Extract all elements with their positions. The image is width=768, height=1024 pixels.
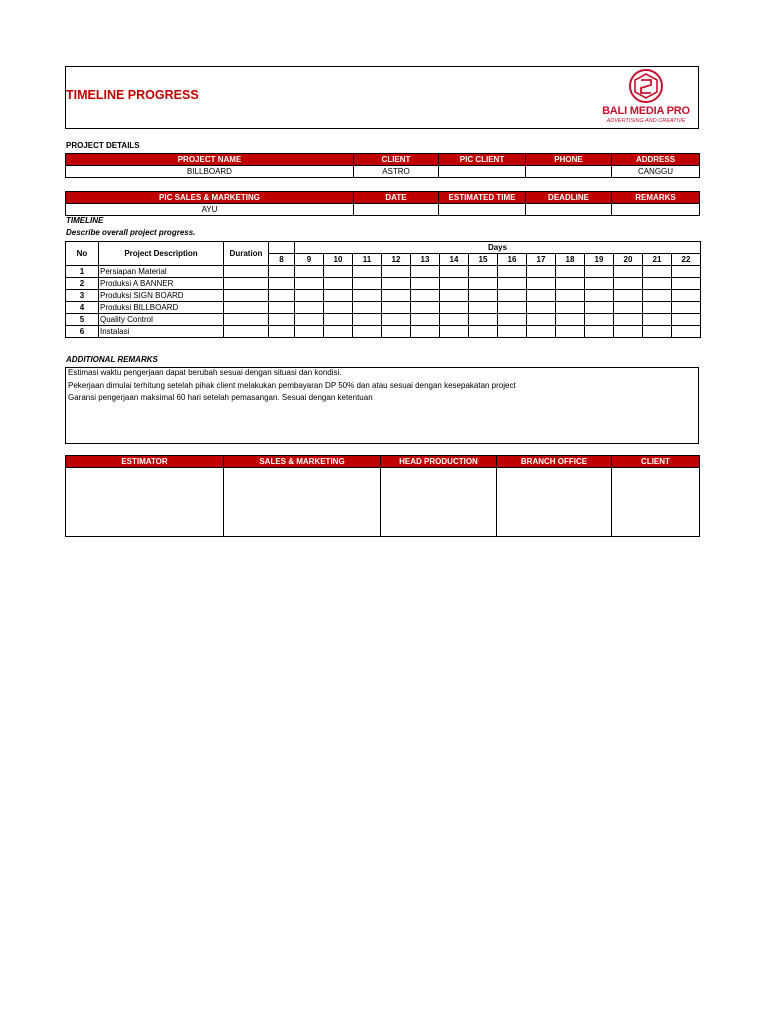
timeline-header-row-1 — [66, 242, 701, 254]
sales-table — [65, 191, 700, 216]
day-cell[interactable] — [614, 266, 643, 278]
day-cell[interactable] — [498, 326, 527, 338]
day-header: 20 — [614, 254, 643, 266]
col-pic-sales: PIC SALES & MARKETING — [66, 192, 354, 204]
table-row — [66, 314, 701, 326]
day-cell[interactable] — [440, 290, 469, 302]
day-cell[interactable] — [643, 266, 672, 278]
day-cell[interactable] — [556, 314, 585, 326]
logo-tagline: ADVERTISING AND CREATIVE — [606, 118, 686, 124]
address-value[interactable]: CANGGU — [612, 166, 700, 178]
head-production-signature-box[interactable] — [381, 468, 497, 537]
day-cell[interactable] — [269, 314, 295, 326]
day-cell[interactable] — [498, 302, 527, 314]
project-details-value-row — [66, 166, 700, 178]
row-description: Produksi A BANNER — [99, 278, 224, 290]
row-number: 6 — [66, 326, 99, 338]
day-header: 11 — [353, 254, 382, 266]
day-cell[interactable] — [672, 314, 701, 326]
day-cell[interactable] — [440, 302, 469, 314]
day-cell[interactable] — [269, 278, 295, 290]
row-duration[interactable] — [224, 314, 269, 326]
day-cell[interactable] — [353, 314, 382, 326]
days-header: Days — [295, 242, 701, 254]
sales-header-row — [66, 192, 700, 204]
day-cell[interactable] — [295, 266, 324, 278]
day-cell[interactable] — [269, 326, 295, 338]
col-duration: Duration — [224, 242, 269, 266]
col-estimator: ESTIMATOR — [66, 456, 224, 468]
day-cell[interactable] — [440, 314, 469, 326]
day-header: 12 — [382, 254, 411, 266]
row-number: 3 — [66, 290, 99, 302]
estimator-signature-box[interactable] — [66, 468, 224, 537]
day-cell[interactable] — [295, 326, 324, 338]
day-header: 18 — [556, 254, 585, 266]
col-date: DATE — [354, 192, 439, 204]
day-cell[interactable] — [411, 326, 440, 338]
day-cell[interactable] — [556, 266, 585, 278]
table-row — [66, 326, 701, 338]
day-cell[interactable] — [643, 302, 672, 314]
col-project-description: Project Description — [99, 242, 224, 266]
row-description: Persiapan Material — [99, 266, 224, 278]
date-value[interactable] — [354, 204, 439, 216]
day-cell[interactable] — [295, 278, 324, 290]
day-cell[interactable] — [353, 266, 382, 278]
signature-table — [65, 455, 700, 537]
row-description: Produksi SIGN BOARD — [99, 290, 224, 302]
pic-sales-value[interactable]: AYU — [66, 204, 354, 216]
day-cell[interactable] — [411, 278, 440, 290]
day-cell[interactable] — [353, 278, 382, 290]
day-cell[interactable] — [527, 266, 556, 278]
phone-value[interactable] — [526, 166, 612, 178]
day-cell[interactable] — [295, 302, 324, 314]
day-cell[interactable] — [556, 302, 585, 314]
table-row — [66, 278, 701, 290]
timeline-label: TIMELINE — [66, 216, 104, 225]
day-cell[interactable] — [269, 266, 295, 278]
day-cell[interactable] — [585, 326, 614, 338]
day-header: 19 — [585, 254, 614, 266]
day-cell[interactable] — [585, 302, 614, 314]
day-header: 10 — [324, 254, 353, 266]
day-cell[interactable] — [614, 278, 643, 290]
row-number: 5 — [66, 314, 99, 326]
day-cell[interactable] — [469, 302, 498, 314]
sales-marketing-signature-box[interactable] — [224, 468, 381, 537]
day-header: 8 — [269, 254, 295, 266]
day-cell[interactable] — [643, 290, 672, 302]
additional-remarks-box[interactable] — [65, 367, 699, 444]
table-row — [66, 302, 701, 314]
client-value[interactable]: ASTRO — [354, 166, 439, 178]
day-cell[interactable] — [295, 290, 324, 302]
day-cell[interactable] — [643, 326, 672, 338]
day-cell[interactable] — [527, 278, 556, 290]
col-deadline: DEADLINE — [526, 192, 612, 204]
day-cell[interactable] — [469, 278, 498, 290]
col-pic-client: PIC CLIENT — [439, 154, 526, 166]
remark-line: Estimasi waktu pengerjaan dapat berubah sesuai dengan situasi dan kondisi. — [68, 368, 342, 377]
row-duration[interactable] — [224, 278, 269, 290]
row-description: Instalasi — [99, 326, 224, 338]
remark-line: Pekerjaan dimulai terhitung setelah pihak client melakukan pembayaran DP 50% dan atau sesuai dengan kesepakatan project — [68, 381, 516, 390]
day-cell[interactable] — [643, 314, 672, 326]
day-header: 9 — [295, 254, 324, 266]
signature-row — [66, 468, 700, 537]
day-cell[interactable] — [672, 266, 701, 278]
timeline-table — [65, 241, 701, 338]
day-cell[interactable] — [353, 290, 382, 302]
project-details-header-row — [66, 154, 700, 166]
day-cell[interactable] — [614, 302, 643, 314]
day-cell[interactable] — [353, 326, 382, 338]
day-cell[interactable] — [672, 290, 701, 302]
day-cell[interactable] — [382, 314, 411, 326]
day-header: 16 — [498, 254, 527, 266]
table-row — [66, 290, 701, 302]
day-cell[interactable] — [614, 326, 643, 338]
day-header: 21 — [643, 254, 672, 266]
day-header: 14 — [440, 254, 469, 266]
logo-name: BALI MEDIA PRO — [602, 105, 690, 117]
day-cell[interactable] — [469, 326, 498, 338]
branch-office-signature-box[interactable] — [497, 468, 612, 537]
day-cell[interactable] — [469, 266, 498, 278]
company-logo — [596, 67, 696, 127]
pic-client-value[interactable] — [439, 166, 526, 178]
day-cell[interactable] — [614, 314, 643, 326]
row-duration[interactable] — [224, 326, 269, 338]
day-header: 22 — [672, 254, 701, 266]
day-cell[interactable] — [643, 278, 672, 290]
day-cell[interactable] — [469, 314, 498, 326]
day-cell[interactable] — [382, 326, 411, 338]
day-cell[interactable] — [324, 278, 353, 290]
day-header: 15 — [469, 254, 498, 266]
day-cell[interactable] — [411, 266, 440, 278]
day-cell[interactable] — [527, 302, 556, 314]
page-title: TIMELINE PROGRESS — [66, 88, 199, 102]
col-estimated-time: ESTIMATED TIME — [439, 192, 526, 204]
col-no: No — [66, 242, 99, 266]
day-cell[interactable] — [440, 326, 469, 338]
day-cell[interactable] — [269, 290, 295, 302]
project-name-value[interactable]: BILLBOARD — [66, 166, 354, 178]
remark-line: Garansi pengerjaan maksimal 60 hari setelah pemasangan. Sesuai dengan ketentuan — [68, 393, 373, 402]
day-cell[interactable] — [324, 314, 353, 326]
day-cell[interactable] — [382, 290, 411, 302]
timeline-description: Describe overall project progress. — [66, 228, 196, 237]
row-number: 4 — [66, 302, 99, 314]
day-cell[interactable] — [411, 290, 440, 302]
day-header: 13 — [411, 254, 440, 266]
day-cell[interactable] — [382, 302, 411, 314]
day-cell[interactable] — [585, 290, 614, 302]
project-details-table — [65, 153, 700, 178]
remarks-value[interactable] — [612, 204, 700, 216]
col-branch-office: BRANCH OFFICE — [497, 456, 612, 468]
day-cell[interactable] — [440, 278, 469, 290]
day-cell[interactable] — [498, 290, 527, 302]
row-duration[interactable] — [224, 290, 269, 302]
estimated-time-value[interactable] — [439, 204, 526, 216]
day-cell[interactable] — [556, 290, 585, 302]
day-cell[interactable] — [353, 302, 382, 314]
row-number: 2 — [66, 278, 99, 290]
day-cell[interactable] — [498, 314, 527, 326]
day-cell[interactable] — [556, 278, 585, 290]
day-cell[interactable] — [585, 314, 614, 326]
col-client: CLIENT — [354, 154, 439, 166]
additional-remarks-label: ADDITIONAL REMARKS — [66, 355, 158, 364]
day-cell[interactable] — [324, 290, 353, 302]
day-header: 17 — [527, 254, 556, 266]
row-number: 1 — [66, 266, 99, 278]
day-cell[interactable] — [324, 266, 353, 278]
deadline-value[interactable] — [526, 204, 612, 216]
day-cell[interactable] — [527, 314, 556, 326]
client-signature-box[interactable] — [612, 468, 700, 537]
day-cell[interactable] — [498, 278, 527, 290]
col-phone: PHONE — [526, 154, 612, 166]
day-cell[interactable] — [440, 266, 469, 278]
day-cell[interactable] — [556, 326, 585, 338]
day-cell[interactable] — [527, 326, 556, 338]
day-cell[interactable] — [411, 314, 440, 326]
sales-value-row — [66, 204, 700, 216]
signature-header-row — [66, 456, 700, 468]
day-cell[interactable] — [469, 290, 498, 302]
day-cell[interactable] — [672, 302, 701, 314]
blank-header-cell — [269, 242, 295, 254]
day-cell[interactable] — [614, 290, 643, 302]
logo-mark-icon — [596, 67, 696, 107]
col-sales-marketing: SALES & MARKETING — [224, 456, 381, 468]
timeline-body — [66, 266, 701, 338]
col-remarks: REMARKS — [612, 192, 700, 204]
project-details-label: PROJECT DETAILS — [66, 141, 140, 150]
row-duration[interactable] — [224, 302, 269, 314]
day-cell[interactable] — [672, 278, 701, 290]
day-cell[interactable] — [324, 302, 353, 314]
day-cell[interactable] — [527, 290, 556, 302]
day-cell[interactable] — [585, 278, 614, 290]
day-cell[interactable] — [324, 326, 353, 338]
col-head-production: HEAD PRODUCTION — [381, 456, 497, 468]
col-address: ADDRESS — [612, 154, 700, 166]
day-cell[interactable] — [382, 278, 411, 290]
day-cell[interactable] — [411, 302, 440, 314]
day-cell[interactable] — [585, 266, 614, 278]
day-cell[interactable] — [498, 266, 527, 278]
col-project-name: PROJECT NAME — [66, 154, 354, 166]
day-cell[interactable] — [382, 266, 411, 278]
row-duration[interactable] — [224, 266, 269, 278]
table-row — [66, 266, 701, 278]
col-client-signature: CLIENT — [612, 456, 700, 468]
day-cell[interactable] — [295, 314, 324, 326]
row-description: Quality Control — [99, 314, 224, 326]
row-description: Produksi BILLBOARD — [99, 302, 224, 314]
day-cell[interactable] — [672, 326, 701, 338]
day-cell[interactable] — [269, 302, 295, 314]
